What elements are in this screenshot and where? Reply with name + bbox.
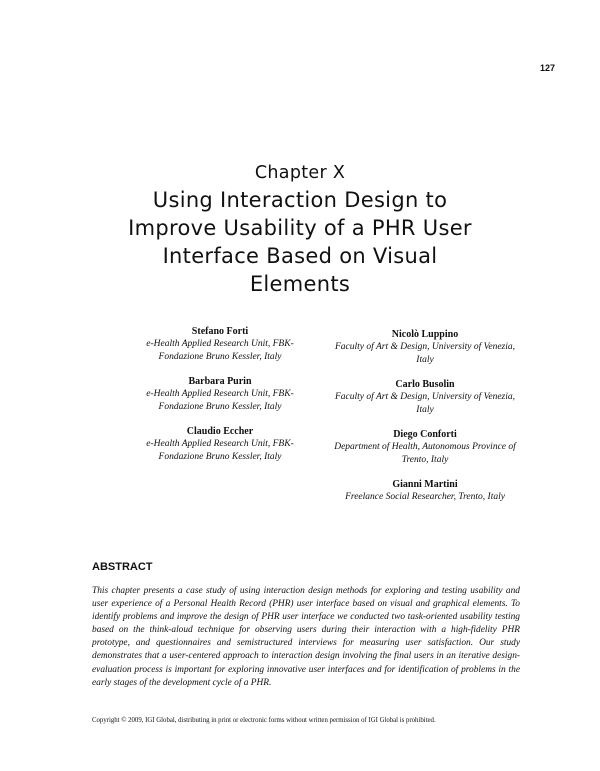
author-name: Barbara Purin <box>188 376 252 387</box>
authors-right-column <box>300 328 550 515</box>
author-affiliation: e-Health Applied Research Unit, FBK- <box>146 389 294 399</box>
author-block <box>300 428 550 467</box>
author-affiliation: Fondazione Bruno Kessler, Italy <box>158 402 282 412</box>
author-affiliation: Fondazione Bruno Kessler, Italy <box>158 352 282 362</box>
author-affiliation: Faculty of Art & Design, University of Venezia, <box>334 342 516 352</box>
chapter-title <box>80 186 520 298</box>
author-affiliation: Italy <box>416 355 434 365</box>
abstract-heading: ABSTRACT <box>92 561 153 573</box>
chapter-label: Chapter X <box>254 163 346 183</box>
author-name: Nicolò Luppino <box>391 329 459 340</box>
author-name: Claudio Eccher <box>186 426 254 437</box>
page-number: 127 <box>539 63 555 73</box>
chapter-title-line: Using Interaction Design to <box>152 188 448 212</box>
author-affiliation: Fondazione Bruno Kessler, Italy <box>158 452 282 462</box>
author-affiliation: e-Health Applied Research Unit, FBK- <box>146 339 294 349</box>
author-affiliation: e-Health Applied Research Unit, FBK- <box>146 439 294 449</box>
chapter-title-line: Elements <box>249 272 351 296</box>
author-name: Carlo Busolin <box>395 379 455 390</box>
author-affiliation: Faculty of Art & Design, University of Venezia, <box>334 392 516 402</box>
author-name: Gianni Martini <box>392 479 458 490</box>
chapter-title-line: Interface Based on Visual <box>162 244 438 268</box>
author-affiliation: Freelance Social Researcher, Trento, Italy <box>345 492 505 502</box>
author-affiliation: Italy <box>416 405 434 415</box>
author-name: Stefano Forti <box>191 326 249 337</box>
author-block <box>300 378 550 417</box>
abstract-body: This chapter presents a case study of using interaction design methods for exploring and testing usability and user experience of a Personal Health Record (PHR) user interface based on visual and graphical elements. To identify problems and improve the design of PHR user interface we conducted two task-oriented usability testing based on the think-aloud technique for observing users during their interaction with a high-fidelity PHR prototype, and questionnaires and semistructured interviews for measuring user satisfaction. Our study demonstrates that a user-centered approach to interaction design involving the final users in an iterative design-evaluation process is important for exploring innovative user interfaces and for identification of problems in the early stages of the development cycle of a PHR. <box>92 586 520 688</box>
copyright-notice: Copyright © 2009, IGI Global, distributing in print or electronic forms without written permission of IGI Global is prohibited. <box>92 717 436 724</box>
author-affiliation: Department of Health, Autonomous Province of <box>334 442 516 452</box>
chapter-title-line: Improve Usability of a PHR User <box>128 216 472 240</box>
author-affiliation: Trento, Italy <box>401 455 449 465</box>
author-block <box>300 328 550 367</box>
author-name: Diego Conforti <box>393 429 457 440</box>
author-block <box>300 478 550 504</box>
